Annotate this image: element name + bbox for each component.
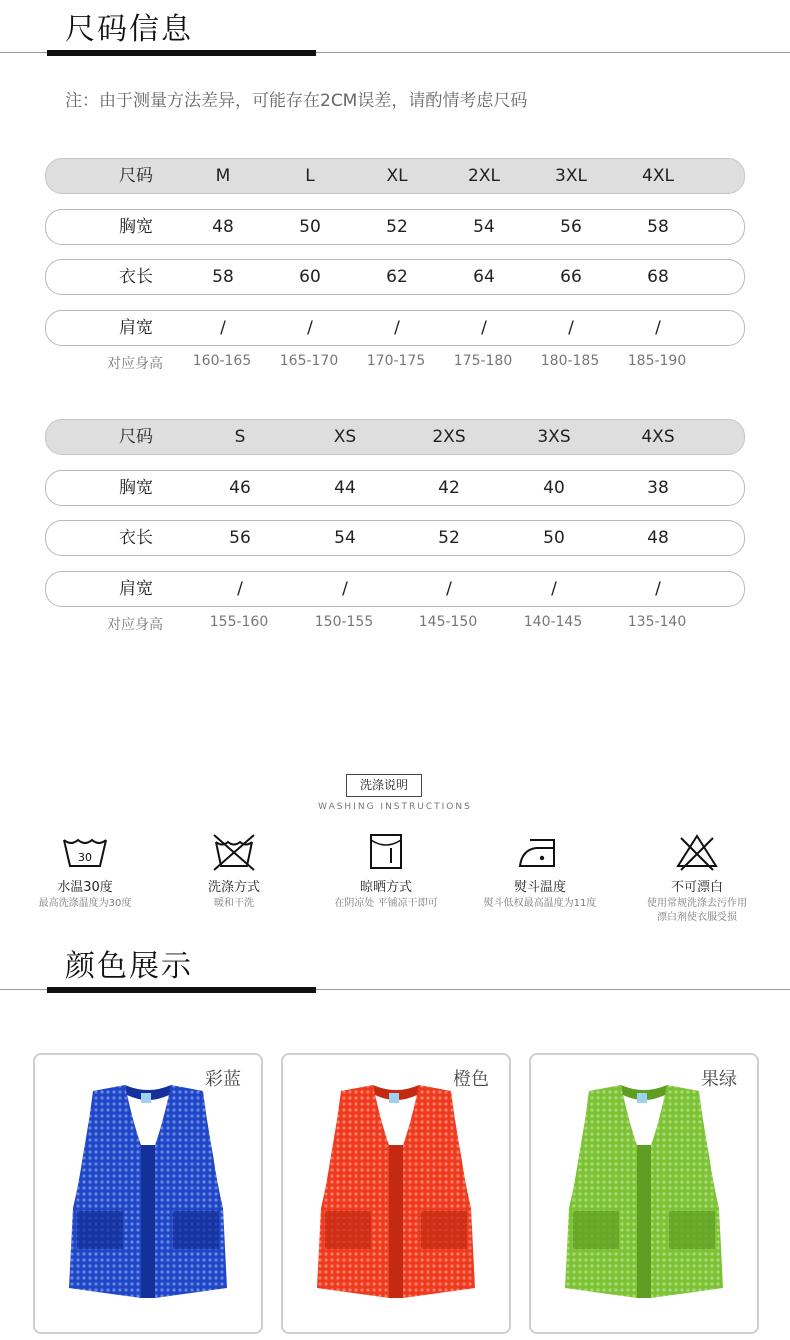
height-value: 145-150 — [418, 614, 478, 630]
care-title: 晾晒方式 — [359, 880, 412, 895]
height-value: 170-175 — [366, 353, 426, 369]
row-label: 胸宽 — [119, 217, 153, 237]
size-header-cell: 4XS — [641, 427, 675, 447]
care-title: 不可漂白 — [670, 880, 723, 895]
height-row — [45, 614, 743, 634]
care-desc: 使用常规洗涤去污作用 — [647, 898, 747, 909]
size-value-cell: 56 — [560, 217, 582, 237]
size-value-cell: 44 — [334, 478, 356, 498]
care-desc: 最高洗涤温度为30度 — [38, 898, 132, 909]
care-desc: 熨斗低权最高温度为11度 — [483, 898, 597, 909]
size-value-cell: 68 — [647, 267, 669, 287]
care-item-dry — [311, 832, 461, 911]
height-value: 160-165 — [192, 353, 252, 369]
height-value: 150-155 — [314, 614, 374, 630]
height-value: 175-180 — [453, 353, 513, 369]
size-value-cell: 48 — [212, 217, 234, 237]
washing-subtitle: WASHING INSTRUCTIONS — [318, 802, 472, 812]
size-table-header-row — [45, 419, 745, 455]
care-desc: 在阴凉处 平铺凉干即可 — [334, 898, 438, 909]
size-value-cell: / — [551, 579, 557, 599]
care-item-wash-method — [159, 832, 309, 911]
size-value-cell: 52 — [438, 528, 460, 548]
size-value-cell: 60 — [299, 267, 321, 287]
size-header-cell: 3XL — [555, 166, 587, 186]
size-header-cell: 3XS — [537, 427, 571, 447]
size-value-cell: 58 — [212, 267, 234, 287]
care-title: 熨斗温度 — [513, 880, 566, 895]
size-value-cell: / — [237, 579, 243, 599]
size-value-cell: / — [655, 318, 661, 338]
washing-title: 洗涤说明 — [346, 774, 422, 797]
care-item-bleach — [622, 832, 772, 925]
height-row — [45, 353, 743, 373]
size-table-row — [45, 209, 745, 245]
size-value-cell: 54 — [473, 217, 495, 237]
height-value: 165-170 — [279, 353, 339, 369]
size-value-cell: 52 — [386, 217, 408, 237]
size-table-row — [45, 571, 745, 607]
section-underline — [47, 50, 316, 56]
size-value-cell: / — [220, 318, 226, 338]
size-value-cell: / — [394, 318, 400, 338]
size-section-title: 尺码信息 — [65, 12, 193, 47]
row-label: 尺码 — [119, 166, 153, 186]
size-value-cell: 58 — [647, 217, 669, 237]
size-value-cell: / — [307, 318, 313, 338]
size-table-row — [45, 259, 745, 295]
size-value-cell: / — [446, 579, 452, 599]
height-label: 对应身高 — [107, 356, 163, 372]
size-value-cell: / — [481, 318, 487, 338]
no-wash-icon — [210, 832, 258, 872]
size-header-cell: 2XS — [432, 427, 466, 447]
size-value-cell: 56 — [229, 528, 251, 548]
height-value: 155-160 — [209, 614, 269, 630]
size-value-cell: 46 — [229, 478, 251, 498]
section-underline — [47, 987, 316, 993]
size-value-cell: 50 — [299, 217, 321, 237]
size-header-cell: XS — [333, 427, 357, 447]
row-label: 肩宽 — [119, 318, 153, 338]
wash-30-icon — [61, 832, 109, 872]
size-header-cell: XL — [386, 166, 408, 186]
color-label: 果绿 — [701, 1069, 737, 1090]
color-section-title: 颜色展示 — [65, 949, 193, 984]
care-title: 洗涤方式 — [207, 880, 260, 895]
height-value: 185-190 — [627, 353, 687, 369]
height-value: 135-140 — [627, 614, 687, 630]
size-value-cell: / — [342, 579, 348, 599]
size-value-cell: 54 — [334, 528, 356, 548]
care-title: 水温30度 — [57, 880, 113, 895]
size-header-cell: S — [234, 427, 246, 447]
color-label: 橙色 — [453, 1069, 489, 1090]
size-value-cell: 50 — [543, 528, 565, 548]
size-value-cell: / — [655, 579, 661, 599]
size-table-row — [45, 470, 745, 506]
row-label: 衣长 — [119, 528, 153, 548]
height-value: 180-185 — [540, 353, 600, 369]
care-desc: 漂白剂使衣服受损 — [657, 912, 737, 923]
size-table-row — [45, 520, 745, 556]
size-table-row — [45, 310, 745, 346]
dry-flat-icon — [362, 832, 410, 872]
size-value-cell: 38 — [647, 478, 669, 498]
size-header-cell: M — [215, 166, 231, 186]
size-header-cell: L — [305, 166, 315, 186]
color-card[interactable] — [33, 1053, 263, 1334]
size-note: 注：由于测量方法差异，可能存在2CM误差，请酌情考虑尺码 — [65, 91, 528, 111]
iron-low-icon — [516, 832, 564, 872]
size-value-cell: 48 — [647, 528, 669, 548]
row-label: 肩宽 — [119, 579, 153, 599]
color-card[interactable] — [529, 1053, 759, 1334]
size-value-cell: 64 — [473, 267, 495, 287]
height-label: 对应身高 — [107, 617, 163, 633]
size-value-cell: 42 — [438, 478, 460, 498]
height-value: 140-145 — [523, 614, 583, 630]
care-item-iron — [465, 832, 615, 911]
size-value-cell: 40 — [543, 478, 565, 498]
color-card[interactable] — [281, 1053, 511, 1334]
size-value-cell: 66 — [560, 267, 582, 287]
care-desc: 暖和干洗 — [214, 898, 254, 909]
svg-text:30: 30 — [78, 851, 92, 864]
size-value-cell: 62 — [386, 267, 408, 287]
care-item-wash — [10, 832, 160, 911]
row-label: 尺码 — [119, 427, 153, 447]
size-header-cell: 4XL — [642, 166, 674, 186]
row-label: 胸宽 — [119, 478, 153, 498]
color-label: 彩蓝 — [205, 1069, 241, 1090]
size-value-cell: / — [568, 318, 574, 338]
no-bleach-icon — [673, 832, 721, 872]
row-label: 衣长 — [119, 267, 153, 287]
size-table-header-row — [45, 158, 745, 194]
size-header-cell: 2XL — [468, 166, 500, 186]
